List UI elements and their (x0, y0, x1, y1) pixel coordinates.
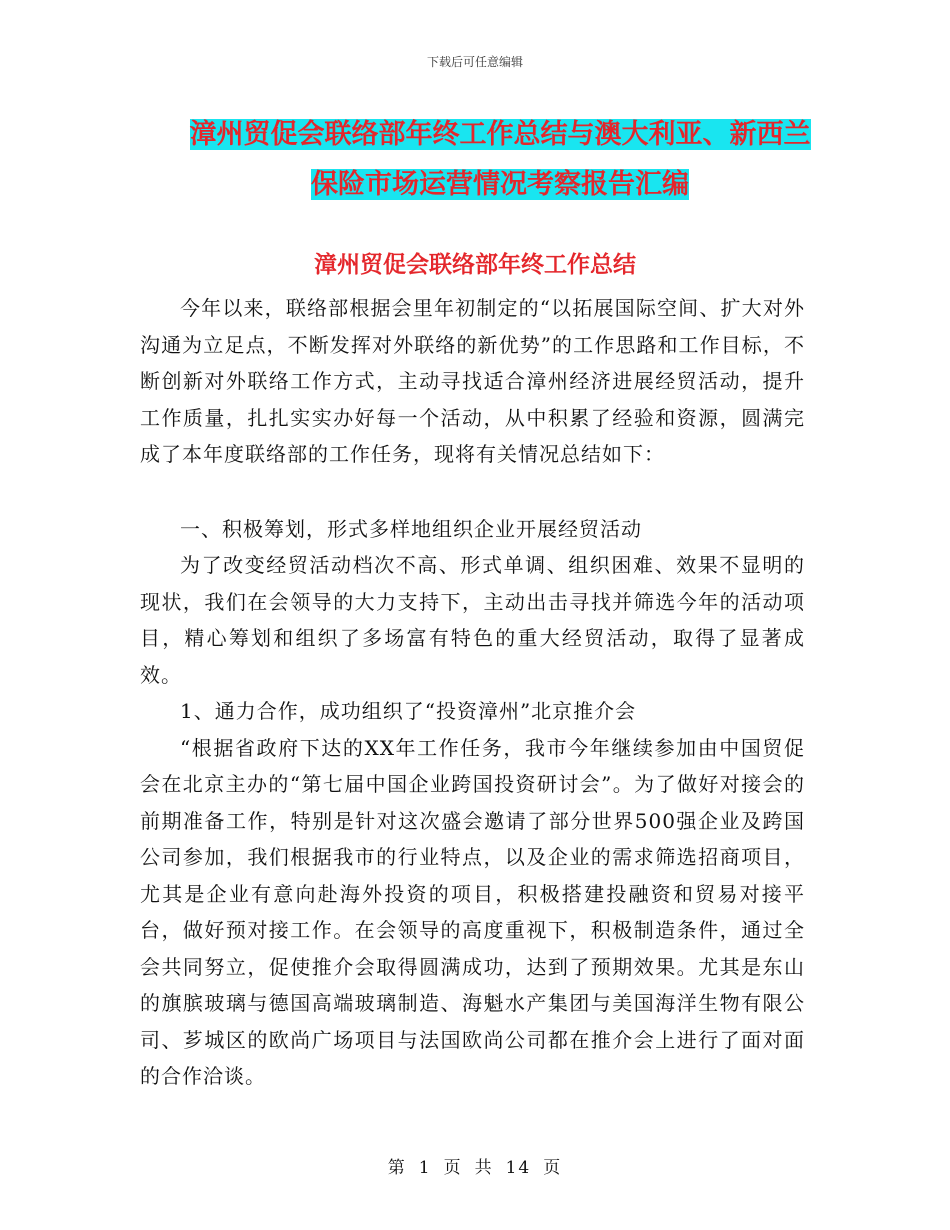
heading-section-1: 一、积极筹划，形式多样地组织企业开展经贸活动 (180, 516, 642, 541)
page-footer (0, 1153, 950, 1178)
paragraph-intro: 今年以来，联络部根据会里年初制定的“以拓展国际空间、扩大对外沟通为立足点，不断发挥对外联络的新优势”的工作思路和工作目标，不断创新对外联络工作方式，主动寻找适合漳州经济进展经贸活动，提升工作质量，扎扎实实办好每一个活动，从中积累了经验和资源，圆满完成了本年度联络部的工作任务，现将有关情况总结如下： (140, 296, 805, 466)
footer-suffix: 页 (543, 1158, 563, 1178)
footer-page-number: 1 (418, 1158, 432, 1178)
header-note: 下载后可任意编辑 (426, 55, 523, 69)
heading-item-1: 1、通力合作，成功组织了“投资漳州”北京推介会 (180, 699, 637, 723)
footer-middle: 页 (443, 1158, 463, 1178)
paragraph-section-1: 为了改变经贸活动档次不高、形式单调、组织困难、效果不显明的现状，我们在会领导的大力支持下，主动出击寻找并筛选今年的活动项目，精心筹划和组织了多场富有特色的重大经贸活动，取得了显著成效。 (140, 553, 805, 687)
body-text (140, 290, 805, 1095)
document-title (140, 110, 860, 210)
footer-prefix: 第 (387, 1158, 407, 1178)
footer-total-prefix: 共 (474, 1158, 494, 1178)
document-title-line-1: 漳州贸促会联络部年终工作总结与澳大利亚、新西兰 (189, 119, 811, 150)
document-title-line-2: 保险市场运营情况考察报告汇编 (311, 169, 689, 200)
section-title: 漳州贸促会联络部年终工作总结 (314, 252, 636, 278)
paragraph-item-1: “根据省政府下达的XX年工作任务，我市今年继续参加由中国贸促会在北京主办的“第七届中国企业跨国投资研讨会”。为了做好对接会的前期准备工作，特别是针对这次盛会邀请了部分世界500强企业及跨国公司参加，我们根据我市的行业特点，以及企业的需求筛选招商项目，尤其是企业有意向赴海外投资的项目，积极搭建投融资和贸易对接平台，做好预对接工作。在会领导的高度重视下，积极制造条件，通过全会共同努立，促使推介会取得圆满成功，达到了预期效果。尤其是东山的旗膑玻璃与德国高端玻璃制造、海魁水产集团与美国海洋生物有限公司、芗城区的欧尚广场项目与法国欧尚公司都在推介会上进行了面对面的合作洽谈。 (140, 735, 805, 1088)
footer-total-pages: 14 (505, 1158, 532, 1178)
